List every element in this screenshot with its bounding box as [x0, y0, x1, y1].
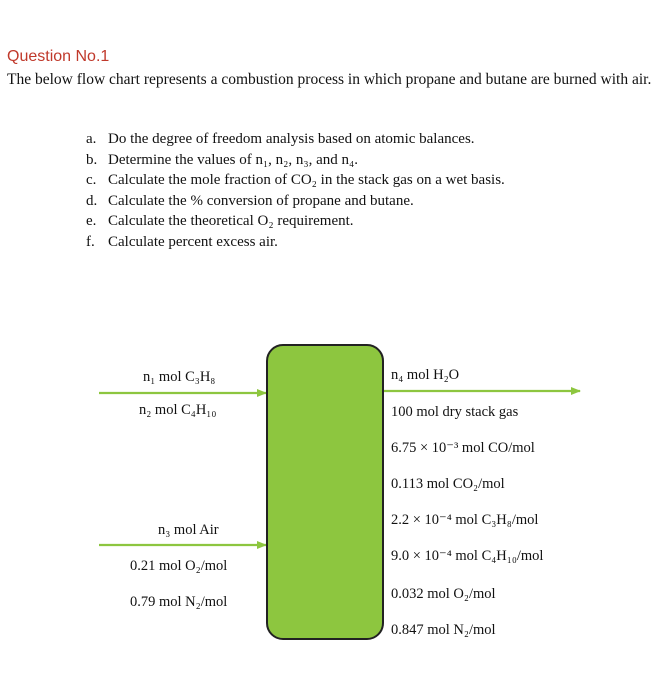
product-label-propane: 2.2 × 10⁻⁴ mol C₃H₈/mol: [391, 512, 539, 528]
fuel-label-propane: n₁ mol C₃H₈: [143, 369, 216, 385]
task-text: Calculate percent excess air.: [108, 233, 278, 250]
air-label-total: n₃ mol Air: [158, 522, 219, 538]
task-letter: b.: [86, 151, 98, 168]
product-label-nitrogen: 0.847 mol N₂/mol: [391, 622, 496, 638]
product-label-co2: 0.113 mol CO₂/mol: [391, 476, 505, 492]
task-text: Calculate the % conversion of propane and butane.: [108, 192, 414, 209]
task-letter: c.: [86, 172, 97, 188]
product-label-water: n₄ mol H₂O: [391, 367, 460, 383]
task-text: Calculate the mole fraction of CO₂ in the stack gas on a wet basis.: [108, 172, 505, 188]
fuel-label-butane: n₂ mol C₄H₁₀: [139, 402, 217, 418]
task-letter: a.: [86, 131, 97, 147]
product-label-butane: 9.0 × 10⁻⁴ mol C₄H₁₀/mol: [391, 548, 544, 564]
air-label-oxygen: 0.21 mol O₂/mol: [130, 558, 228, 574]
task-letter: f.: [86, 233, 95, 250]
question-title: Question No.1: [7, 48, 110, 65]
question-intro: The below flow chart represents a combustion process in which propane and butane are burned with air.: [7, 71, 652, 88]
task-text: Do the degree of freedom analysis based on atomic balances.: [108, 131, 475, 147]
task-letter: d.: [86, 192, 98, 209]
air-label-nitrogen: 0.79 mol N₂/mol: [130, 594, 228, 610]
product-label-dry-gas: 100 mol dry stack gas: [391, 404, 519, 420]
product-label-co: 6.75 × 10⁻³ mol CO/mol: [391, 440, 535, 456]
process-unit: [266, 344, 384, 640]
task-text: Determine the values of n₁, n₂, n₃, and n₄.: [108, 151, 359, 168]
task-text: Calculate the theoretical O₂ requirement.: [108, 213, 354, 229]
task-letter: e.: [86, 213, 97, 229]
product-label-oxygen: 0.032 mol O₂/mol: [391, 586, 496, 602]
